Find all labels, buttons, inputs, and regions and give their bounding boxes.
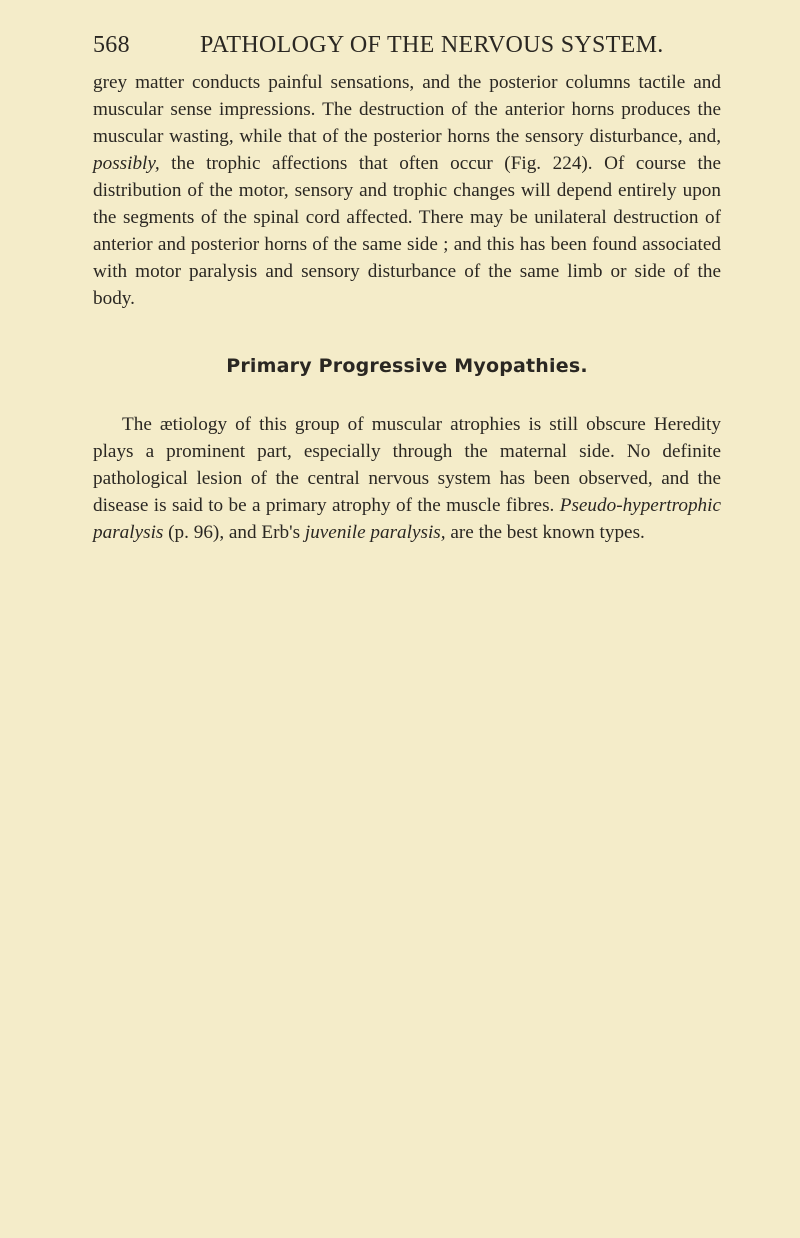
paragraph2-text-start: The ætiology of this group of muscular atrophies is still obscure Heredity plays a prominent part, especially through the maternal side. No definite pathological lesion of the central nervous system has been observed, and the disease is said to be a primary atrophy of the muscle fibres. <box>93 414 721 516</box>
paragraph2-text-mid: (p. 96), and Erb's <box>163 522 305 543</box>
page-number: 568 <box>93 32 130 58</box>
running-header <box>93 32 713 62</box>
running-title: PATHOLOGY OF THE NERVOUS SYSTEM. <box>200 32 664 58</box>
paragraph2-italic-pseudo-hypertrophic: Pseudo-hypertrophic paralysis <box>93 495 721 543</box>
paragraph-aetiology <box>93 411 721 546</box>
paragraph2-italic-juvenile: juvenile paralysis, <box>304 522 446 543</box>
paragraph1-text-start: grey matter conducts painful sensations, and the posterior columns tactile and muscular sense impressions. The destruction of the anterior horns produces the muscular wasting, while that of the posterior horns the sensory disturbance, and, <box>93 72 721 147</box>
paragraph1-text-end: the trophic affections that often occur (Fig. 224). Of course the distribution of the motor, sensory and trophic changes will depend entirely upon the segments of the spinal cord affected. There may be unilateral destruction of anterior and posterior horns of the same side ; and this has been found associated with motor paralysis and sensory disturbance of the same limb or side of the body. <box>93 153 721 309</box>
section-heading: Primary Progressive Myopathies. <box>226 355 588 377</box>
paragraph-grey-matter <box>93 69 721 312</box>
paragraph2-text-end: are the best known types. <box>445 522 645 543</box>
paragraph1-italic-possibly: possibly, <box>93 153 160 174</box>
